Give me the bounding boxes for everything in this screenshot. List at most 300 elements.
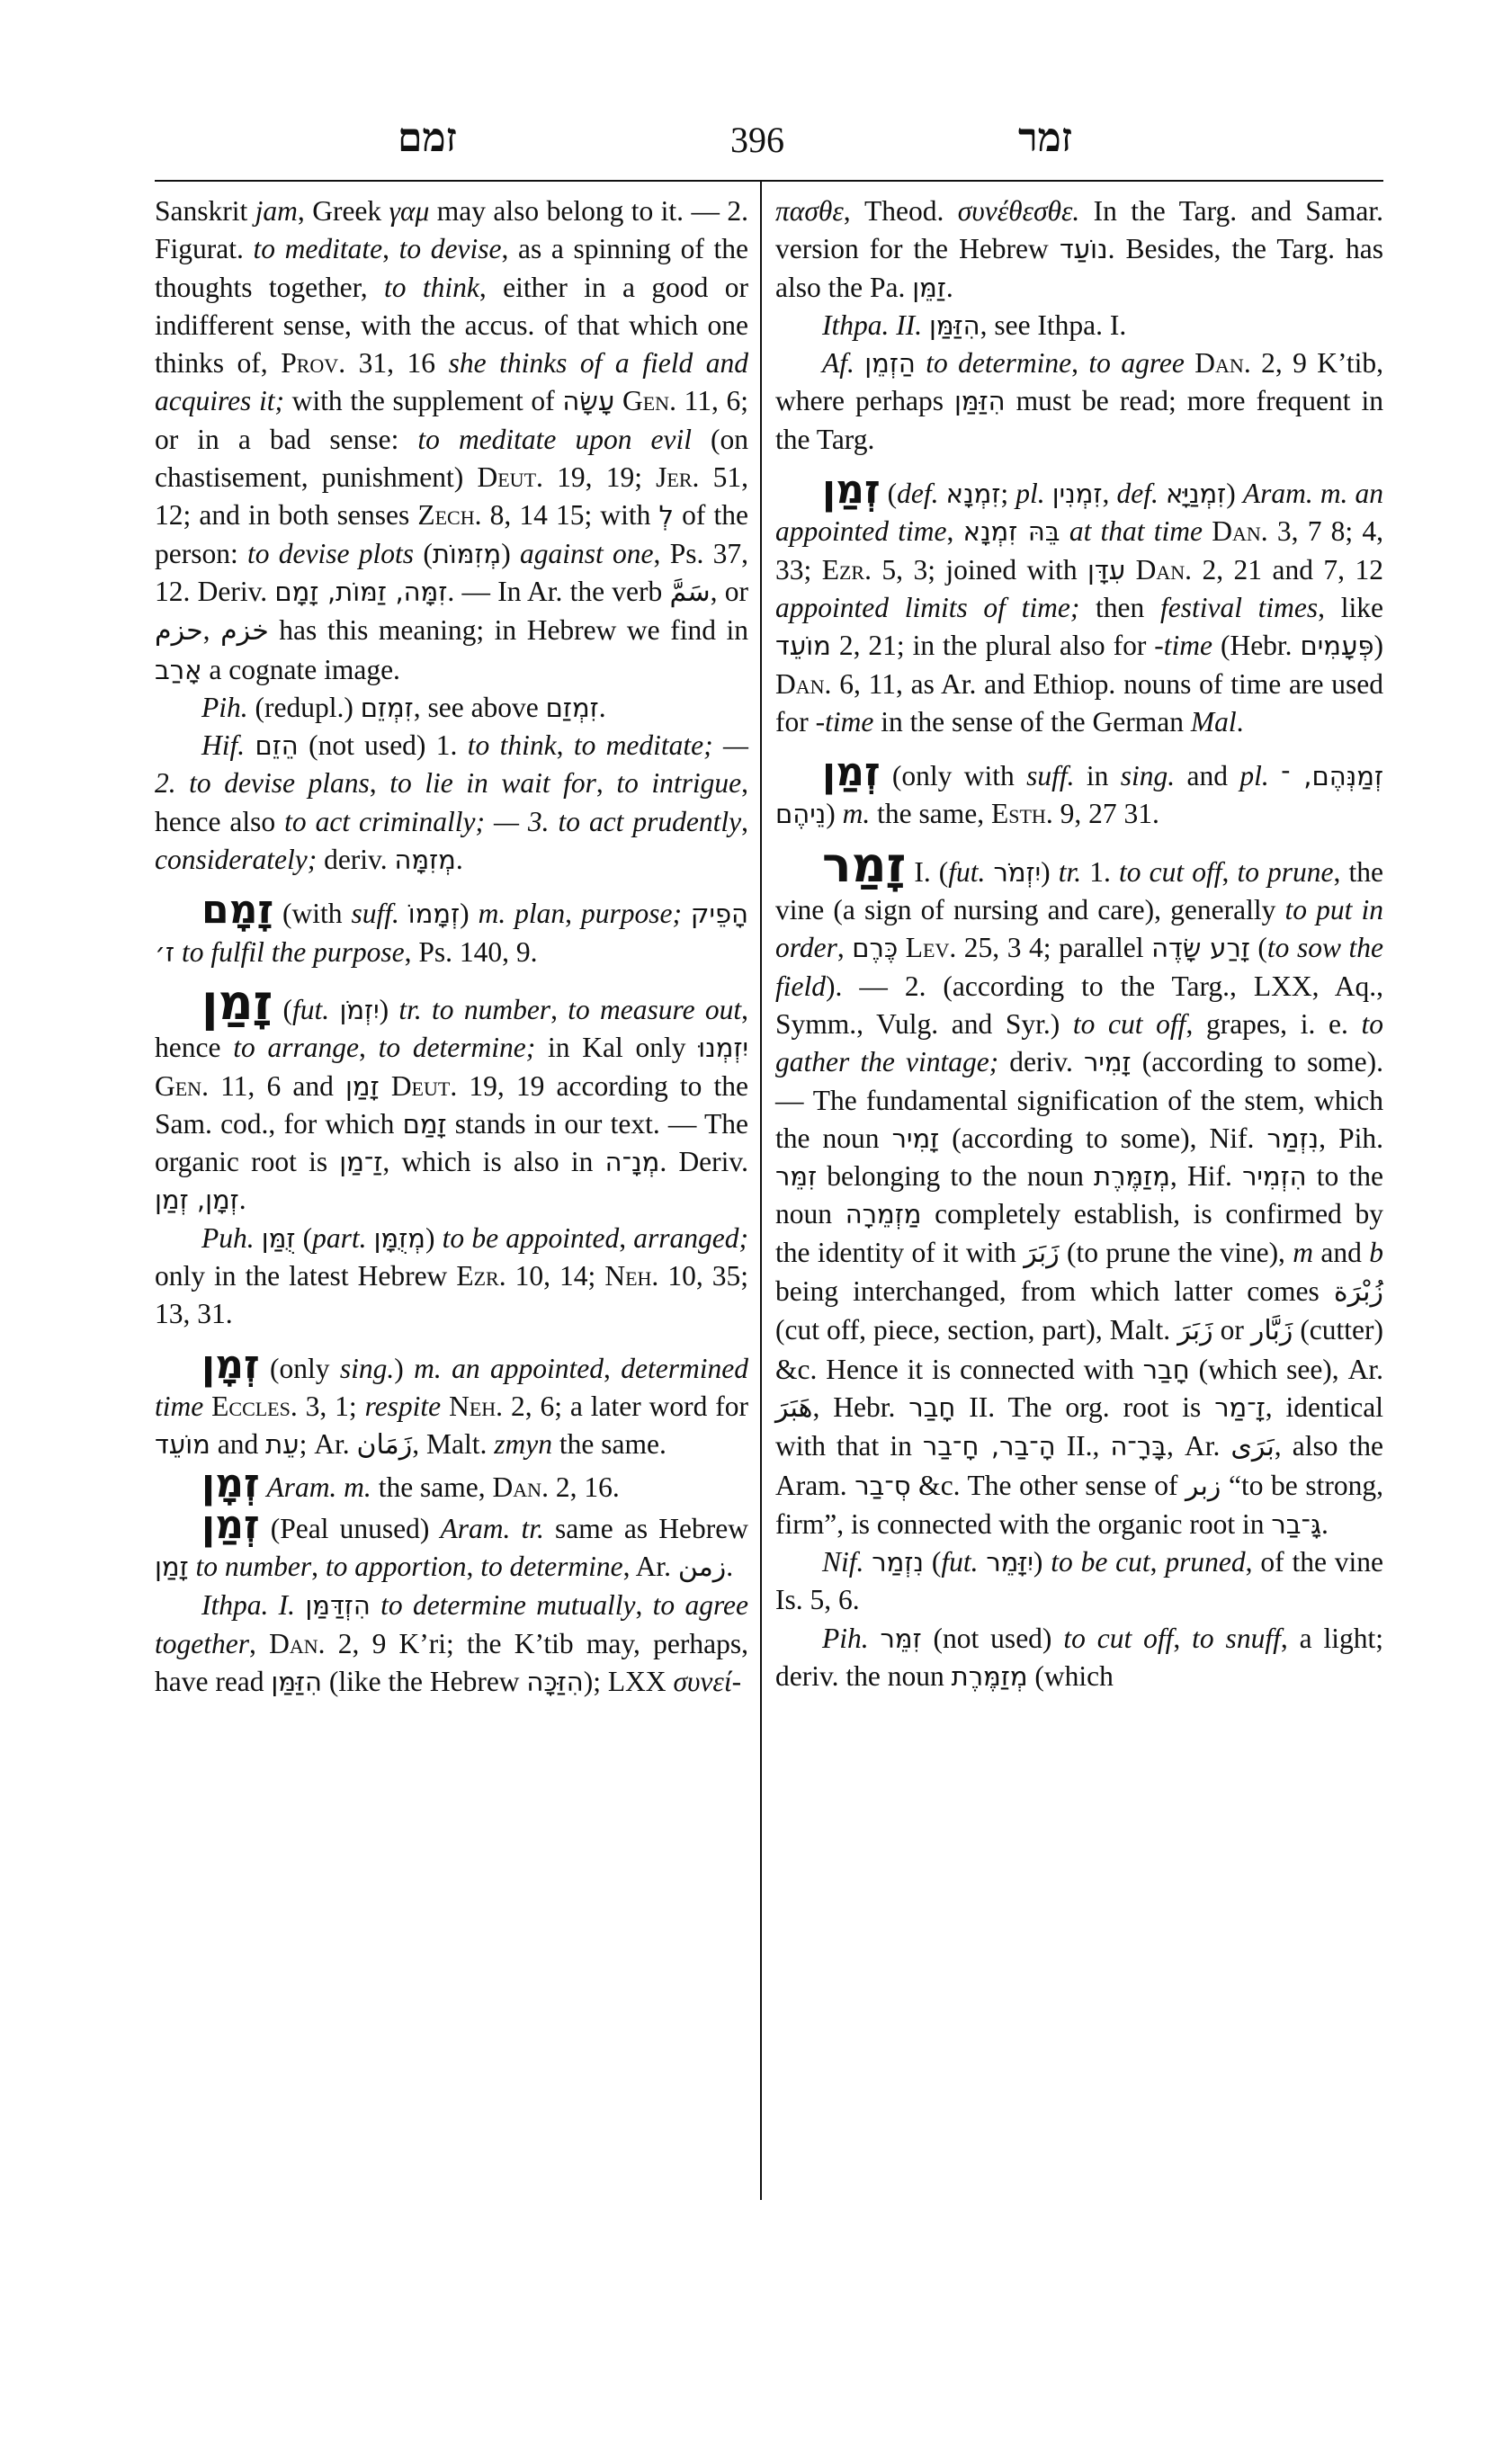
italic-gloss: to meditate — [253, 233, 383, 265]
italic-gloss: zmyn — [494, 1428, 552, 1461]
body-text: , which is also in — [382, 1146, 605, 1178]
italic-gloss: to put in order — [775, 894, 1384, 964]
body-text: . 2, 21 and 7, 12 — [1185, 553, 1383, 586]
italic-gloss: to cut off — [1063, 1622, 1174, 1654]
hebrew-word: חָבַר — [908, 1391, 956, 1423]
body-text — [371, 1589, 380, 1621]
body-text: , — [619, 1221, 634, 1254]
body-text: , see above — [413, 691, 546, 723]
body-text: “to be strong, firm”, is connected with the organic root in — [775, 1469, 1383, 1540]
italic-gloss: συνέθεσθε. — [957, 195, 1080, 227]
body-text: may also belong to it. — 2. Figurat. — [155, 195, 748, 265]
italic-gloss: to think — [467, 729, 557, 762]
body-text: , — [837, 932, 853, 964]
body-text: completely establish, is confirmed by the identity of it with — [775, 1198, 1384, 1268]
body-text: , — [1173, 1622, 1193, 1654]
body-text: the same, — [371, 1471, 493, 1503]
hebrew-word: סְ־בַר — [854, 1470, 911, 1501]
italic-gloss: Aram. m. an appointed time — [775, 478, 1384, 548]
italic-gloss: suff. — [1026, 760, 1075, 792]
body-text: , Ps. 37, 12. Deriv. — [155, 537, 749, 607]
bible-reference: Neh — [604, 1260, 652, 1292]
hebrew-word: זַ־מַן — [339, 1147, 383, 1178]
body-text: deriv. — [317, 844, 395, 876]
hebrew-word: הִזַּכָּה — [526, 1666, 584, 1697]
hebrew-word: חָבַר — [1142, 1354, 1190, 1385]
entry-zeman-aram-noun — [775, 467, 1384, 741]
italic-gloss: πασθε — [775, 195, 844, 227]
body-text: , — [358, 1032, 379, 1064]
hebrew-word: מְזַמֶּרֶת — [951, 1660, 1028, 1692]
italic-gloss: to fulfil the purpose — [181, 935, 405, 968]
body-text: (only with — [880, 760, 1027, 792]
column-divider — [760, 182, 762, 2200]
body-text: , — [1071, 347, 1089, 380]
bible-reference: Lev — [905, 932, 950, 964]
body-text: being interchanged, from which latter comes — [775, 1275, 1334, 1308]
arabic-word: سَمَّ — [669, 576, 711, 608]
body-text — [174, 936, 182, 968]
body-text: II. The org. root is — [955, 1390, 1215, 1423]
body-text: in — [1074, 760, 1121, 792]
arabic-word: خزم — [220, 615, 269, 648]
body-text — [863, 1546, 872, 1578]
hebrew-word: זֻמַּן — [261, 1222, 296, 1254]
bible-reference: Neh — [449, 1390, 497, 1422]
italic-gloss: to snuff — [1192, 1622, 1281, 1654]
body-text: . 10, 14; — [498, 1260, 605, 1292]
body-text: , Hif. — [1169, 1160, 1243, 1193]
stem-label: Pih. — [822, 1622, 869, 1654]
body-text: (to prune the vine), — [1059, 1236, 1293, 1268]
hebrew-word: עֵת — [265, 1429, 300, 1461]
body-text: . — [1236, 705, 1244, 738]
hebrew-word: זָמַם — [402, 1108, 447, 1140]
body-text — [329, 994, 339, 1025]
italic-gloss: fut. — [941, 1546, 979, 1578]
body-text: . Besides, the Targ. has also the Pa. — [775, 233, 1383, 303]
body-text: , — [595, 767, 617, 800]
entry-zaman — [155, 973, 749, 1220]
body-text: , — [604, 1352, 622, 1384]
page-header — [155, 115, 1383, 178]
body-text: , Hebr. — [812, 1390, 909, 1423]
body-text: . 2, 6; a later word for — [496, 1390, 749, 1422]
body-text: ( — [273, 993, 293, 1025]
hebrew-word: זִמְזֵם — [360, 692, 414, 723]
italic-gloss: to gather the vintage; — [775, 1007, 1383, 1078]
bible-reference: Dan — [492, 1471, 542, 1503]
italic-gloss: pruned — [1165, 1546, 1246, 1578]
left-column — [155, 192, 748, 1701]
body-text: (according to some). — The fundamental signification of the stem, which the noun — [775, 1046, 1383, 1154]
italic-gloss: to agree — [1088, 347, 1185, 380]
body-text: . 11, 6; or in a bad sense: — [155, 385, 749, 455]
entry-continuation — [155, 192, 748, 689]
hebrew-word: זִמְנִין — [1051, 478, 1103, 510]
body-text: , hence — [155, 993, 749, 1064]
body-text: , Malt. — [412, 1428, 495, 1461]
italic-gloss: to meditate; — 2. to devise plans — [155, 729, 748, 800]
right-column — [775, 192, 1383, 1695]
body-text: , — [1150, 1546, 1166, 1578]
body-text: , — [635, 1589, 653, 1622]
body-text: (which — [1027, 1659, 1114, 1692]
body-text — [1159, 478, 1166, 509]
italic-gloss: to arrange — [233, 1032, 359, 1064]
body-text: , — [556, 729, 574, 762]
italic-gloss: m — [1293, 1236, 1314, 1268]
body-text — [1203, 515, 1212, 547]
italic-gloss: m. — [842, 798, 871, 830]
body-text: , Pih. — [1319, 1122, 1384, 1154]
hebrew-word: זָמַן — [155, 1551, 189, 1583]
body-text: . 3, 1; — [290, 1390, 365, 1422]
body-text: . 2, 16. — [541, 1471, 620, 1503]
body-text: (with — [273, 898, 352, 930]
hebrew-word: זָ־מַר — [1214, 1391, 1266, 1423]
body-text — [189, 1551, 196, 1582]
body-text: , — [248, 1627, 270, 1659]
body-text: (only — [259, 1352, 340, 1384]
body-text: in Kal only — [535, 1032, 699, 1064]
body-text: (according to some), Nif. — [939, 1122, 1267, 1154]
hebrew-word: נִזְמַר — [1266, 1122, 1320, 1154]
hebrew-word: כֶּרֶם — [852, 933, 899, 964]
hebrew-word: זָרַע שָׂדֶה — [1151, 933, 1250, 964]
body-text: deriv. — [998, 1046, 1084, 1078]
body-text: , Ar. — [622, 1551, 678, 1583]
body-text: . — [1320, 1507, 1329, 1540]
italic-gloss: fut. — [948, 855, 986, 888]
body-text: ) — [501, 537, 521, 569]
italic-gloss: to intrigue — [616, 767, 742, 800]
hebrew-word: הָ־בַר, חָ־בַר — [922, 1431, 1056, 1462]
hebrew-word: הַזְמֵן — [864, 348, 916, 380]
bible-reference: Dan — [1212, 515, 1261, 548]
italic-gloss: arranged; — [633, 1221, 749, 1254]
headword: זָמַן — [201, 973, 273, 1031]
bible-reference: Gen — [622, 385, 670, 417]
subentry-puh — [155, 1220, 748, 1334]
body-text: ; Ar. — [299, 1428, 357, 1461]
subentry-pih — [155, 689, 748, 727]
stem-label: Pih. — [201, 691, 248, 723]
body-text: , Greek — [297, 195, 389, 227]
hebrew-word: לְ — [658, 500, 675, 532]
body-text: . 2, 9 K’ri; the K’tib may, perhaps, have read — [155, 1627, 748, 1697]
hebrew-word: הֵזֵם — [255, 730, 299, 762]
body-text — [295, 1589, 305, 1621]
entry-zamam — [155, 887, 749, 971]
body-text: . 10, 35; 13, 31. — [155, 1260, 748, 1330]
body-text: . 3, 7 8; 4, 33; — [775, 515, 1384, 586]
entry-zeman-aram — [155, 1460, 748, 1507]
bible-reference: Ezr — [821, 553, 865, 586]
headword: זָמַר — [822, 836, 907, 893]
body-text: 1. — [1081, 855, 1119, 888]
headword: זָמָם — [201, 887, 274, 934]
body-text: . 25, 3 4; parallel — [949, 932, 1152, 964]
italic-gloss: b — [1369, 1236, 1384, 1268]
body-text: in the sense of the German — [873, 705, 1191, 738]
hebrew-word: יִזְמֹן — [339, 994, 380, 1025]
hebrew-word: זְמָמוֹ — [407, 899, 461, 930]
body-text: then — [1079, 591, 1160, 623]
body-text: and — [210, 1428, 266, 1461]
italic-gloss: to determine mutually — [380, 1589, 636, 1622]
body-text — [366, 1222, 373, 1254]
body-text: , — [946, 515, 963, 548]
body-text: , of the vine Is. 5, 6. — [775, 1546, 1384, 1616]
body-text: (redupl.) — [247, 691, 361, 723]
headword: זְמָן — [201, 1460, 260, 1507]
body-text — [898, 932, 906, 963]
stem-label: Hif. — [201, 729, 246, 762]
italic-gloss: to agree together — [155, 1589, 749, 1659]
body-text: , Ps. 140, 9. — [404, 935, 538, 968]
body-text: &c. The other sense of — [910, 1469, 1186, 1501]
body-text: , — [466, 1551, 481, 1583]
body-text: . 19, 19 according to the Sam. cod., for which — [155, 1069, 749, 1140]
body-text: . 19, 19; — [536, 461, 657, 494]
body-text: ) — [826, 798, 843, 830]
italic-gloss: to sow the field — [775, 932, 1384, 1002]
hebrew-word: הִזַּמַּן — [271, 1666, 323, 1697]
subentry-nif — [775, 1543, 1383, 1620]
italic-gloss: to prune — [1237, 855, 1334, 888]
body-text: , a light; deriv. the noun — [775, 1622, 1383, 1692]
body-text — [985, 856, 993, 888]
bible-reference: Ezr — [456, 1260, 499, 1292]
bible-reference: Deut — [390, 1069, 451, 1102]
entry-zeman-verb-aram — [155, 1501, 748, 1587]
italic-gloss: -time — [1154, 630, 1213, 662]
arabic-word: حزم — [155, 615, 203, 648]
italic-gloss: to meditate upon evil — [417, 423, 692, 455]
body-text: ( — [295, 1221, 313, 1254]
hebrew-word: נוֹעַד — [1059, 234, 1108, 265]
italic-gloss: festival times — [1159, 591, 1319, 623]
italic-gloss: sing. — [1120, 760, 1176, 792]
headword: זְמָן — [201, 1341, 260, 1388]
hebrew-word: הָפֵיק ז׳ — [155, 899, 749, 968]
header-rule — [155, 180, 1383, 182]
hebrew-word: זְמָן, זְמַן — [155, 1185, 239, 1216]
bible-reference: Jer — [656, 461, 693, 494]
body-text: (cutter) &c. Hence it is connected with — [775, 1314, 1384, 1385]
body-text: (which see), Ar. — [1189, 1353, 1383, 1385]
hebrew-word: הִזַּמַּן — [954, 386, 1006, 417]
body-text: . — [598, 691, 606, 723]
hebrew-word: הִזַּמַּן — [928, 309, 980, 341]
body-text — [255, 1222, 262, 1254]
arabic-word: بَرَى — [1230, 1431, 1275, 1463]
body-text: of the person: — [155, 499, 748, 569]
italic-gloss: Aram. tr. — [440, 1512, 544, 1544]
body-text — [978, 1546, 986, 1578]
bible-reference: Dan — [269, 1627, 318, 1659]
hebrew-word: מַזְמֵרָה — [845, 1199, 922, 1230]
body-text: , — [741, 805, 748, 837]
arabic-word: هَبَرَ — [775, 1391, 813, 1424]
entry-zeman-suff — [775, 749, 1383, 834]
body-text: , as a spinning of the thoughts together, — [155, 233, 748, 303]
hebrew-word: נִזְמַר — [872, 1547, 924, 1578]
body-text: , hence also — [155, 767, 749, 837]
arabic-word: زبر — [1185, 1470, 1221, 1502]
headword: זְמַן — [822, 467, 881, 514]
body-text: . — [945, 271, 953, 303]
italic-gloss: to determine — [926, 347, 1072, 380]
hebrew-word: יִזְמֹר — [993, 856, 1042, 888]
italic-gloss: tr. — [1058, 855, 1082, 888]
italic-gloss: at that time — [1069, 515, 1203, 548]
body-text: ) — [460, 898, 479, 930]
body-text: ) — [379, 993, 399, 1025]
body-text: . 11, 6 and — [201, 1069, 346, 1102]
entry-zeman — [155, 1341, 749, 1465]
body-text: I. ( — [906, 855, 949, 888]
stem-label: Af. — [822, 347, 854, 380]
bible-reference: Dan — [1194, 347, 1244, 380]
body-text — [399, 898, 408, 929]
italic-gloss: Mal — [1190, 705, 1237, 738]
body-text: , like — [1318, 591, 1383, 623]
body-text: ; — [1000, 478, 1016, 510]
italic-gloss: Aram. m. — [266, 1471, 371, 1503]
hebrew-word: זִמָּה, זַמּוֹת, זָמָם — [274, 576, 448, 607]
body-text: belonging to the noun — [817, 1160, 1095, 1193]
body-text: , see Ithpa. I. — [980, 308, 1127, 341]
arabic-word: زَبَّار — [1250, 1315, 1293, 1347]
hebrew-word: זִמְזַם — [545, 692, 599, 723]
bible-reference: Deut — [477, 461, 537, 494]
italic-gloss: appointed limits of time; — [775, 591, 1080, 623]
italic-gloss: pl. — [1239, 760, 1269, 792]
subentry-ithpa-2 — [775, 307, 1383, 344]
headword: זְמַן — [201, 1501, 260, 1548]
arabic-word: زَمَان — [356, 1429, 413, 1462]
italic-gloss: tr. to number — [398, 993, 551, 1025]
body-text: . 8, 14 15; with — [474, 499, 659, 532]
italic-gloss: to act criminally; — 3. to act prudently — [284, 805, 742, 837]
bible-reference: Prov — [281, 347, 339, 380]
stem-label: Ithpa. I. — [201, 1589, 296, 1622]
italic-gloss: to devise plots — [247, 537, 415, 569]
italic-gloss: to measure out — [568, 993, 742, 1025]
body-text — [203, 1390, 211, 1422]
hebrew-word: זָמַן — [345, 1070, 380, 1102]
page-number: 396 — [730, 120, 784, 160]
body-text: (not used) — [921, 1622, 1064, 1654]
body-text — [854, 347, 864, 379]
body-text — [922, 309, 929, 341]
body-text: . Deriv. — [659, 1146, 748, 1178]
body-text: ) — [1041, 855, 1059, 888]
hebrew-word: זִמֵּר — [775, 1161, 818, 1193]
subentry-ithpa-1 — [155, 1587, 748, 1701]
body-text: (Hebr. — [1212, 630, 1301, 662]
arabic-word: زُبْرَة — [1333, 1276, 1383, 1309]
hebrew-word: מוֹעֵד — [155, 1429, 210, 1461]
italic-gloss: fut. — [292, 993, 330, 1025]
bible-reference: Dan — [1135, 553, 1185, 586]
body-text: , — [311, 1551, 326, 1583]
italic-gloss: pl. — [1015, 478, 1045, 510]
italic-gloss: determined time — [155, 1352, 748, 1422]
italic-gloss: she thinks of a field and acquires it; — [155, 347, 748, 417]
italic-gloss: to cut off — [1119, 855, 1222, 888]
hebrew-word: מְנָ־ה — [604, 1147, 660, 1178]
body-text — [1269, 760, 1281, 791]
hebrew-word: מוֹעֵד — [775, 630, 831, 662]
body-text: ) — [1373, 630, 1383, 662]
body-text: ) — [425, 1221, 443, 1254]
body-text: , either in a good or indifferent sense, with the accus. of that which one thinks of, — [155, 271, 748, 380]
body-text — [682, 898, 691, 929]
body-text: . 2, 9 K’tib, where perhaps — [775, 347, 1384, 417]
italic-gloss: to cut off — [1072, 1007, 1186, 1040]
body-text: same as Hebrew — [543, 1512, 748, 1544]
hebrew-word: זִמְנַיָּא — [1166, 478, 1227, 510]
body-text: , — [369, 767, 390, 800]
italic-gloss: to determine — [480, 1551, 623, 1583]
body-text: , Theod. — [843, 195, 958, 227]
body-text: . 6, 11, as Ar. and Ethiop. nouns of time are used for — [775, 667, 1383, 738]
header-catchword-right: זמר — [1018, 116, 1072, 160]
body-text: ( — [414, 537, 433, 569]
hebrew-word: זַמֵּן — [912, 272, 946, 303]
italic-gloss: against one — [520, 537, 654, 569]
hebrew-word: זִמְנָא — [945, 478, 1001, 510]
hebrew-word: בָּרָ־ה — [1110, 1431, 1168, 1462]
body-text: II., — [1055, 1430, 1111, 1462]
italic-gloss: γαμ — [389, 195, 430, 227]
headword: זְמַן — [822, 749, 881, 796]
hebrew-word: הִזְמִיר — [1242, 1161, 1307, 1193]
body-text: . 5, 3; joined with — [864, 553, 1088, 586]
body-text: , or — [710, 575, 748, 607]
body-text — [939, 478, 946, 509]
subentry-af — [775, 344, 1383, 459]
italic-gloss: def. — [897, 478, 939, 510]
hebrew-word: זָמִיר — [891, 1122, 940, 1154]
hebrew-word: בֵּהּ זִמְנָא — [962, 516, 1060, 548]
body-text: to the noun — [775, 1160, 1383, 1230]
body-text: ) — [1226, 478, 1243, 510]
body-text: . — [726, 1551, 734, 1583]
italic-gloss: jam — [255, 195, 298, 227]
italic-gloss: to number — [195, 1551, 312, 1583]
italic-gloss: def. — [1116, 478, 1159, 510]
body-text: . — [238, 1184, 246, 1216]
italic-gloss: to devise — [398, 233, 502, 265]
italic-gloss: suff. — [351, 898, 399, 930]
body-text: a cognate image. — [201, 653, 400, 685]
body-text — [380, 1070, 391, 1102]
italic-gloss: to lie in wait for — [389, 767, 596, 800]
hebrew-word: מְזֻמָּן — [373, 1222, 425, 1254]
body-text: and — [1175, 760, 1240, 792]
bible-reference: Dan — [775, 667, 825, 700]
italic-gloss: to be appointed — [442, 1221, 620, 1254]
body-text: , identical with that in — [775, 1390, 1384, 1462]
body-text: , — [1221, 855, 1238, 888]
bible-reference: Esth — [991, 798, 1046, 830]
body-text: In the Targ. and Samar. version for the Hebrew — [775, 195, 1383, 265]
body-text: the same. — [551, 1428, 667, 1461]
